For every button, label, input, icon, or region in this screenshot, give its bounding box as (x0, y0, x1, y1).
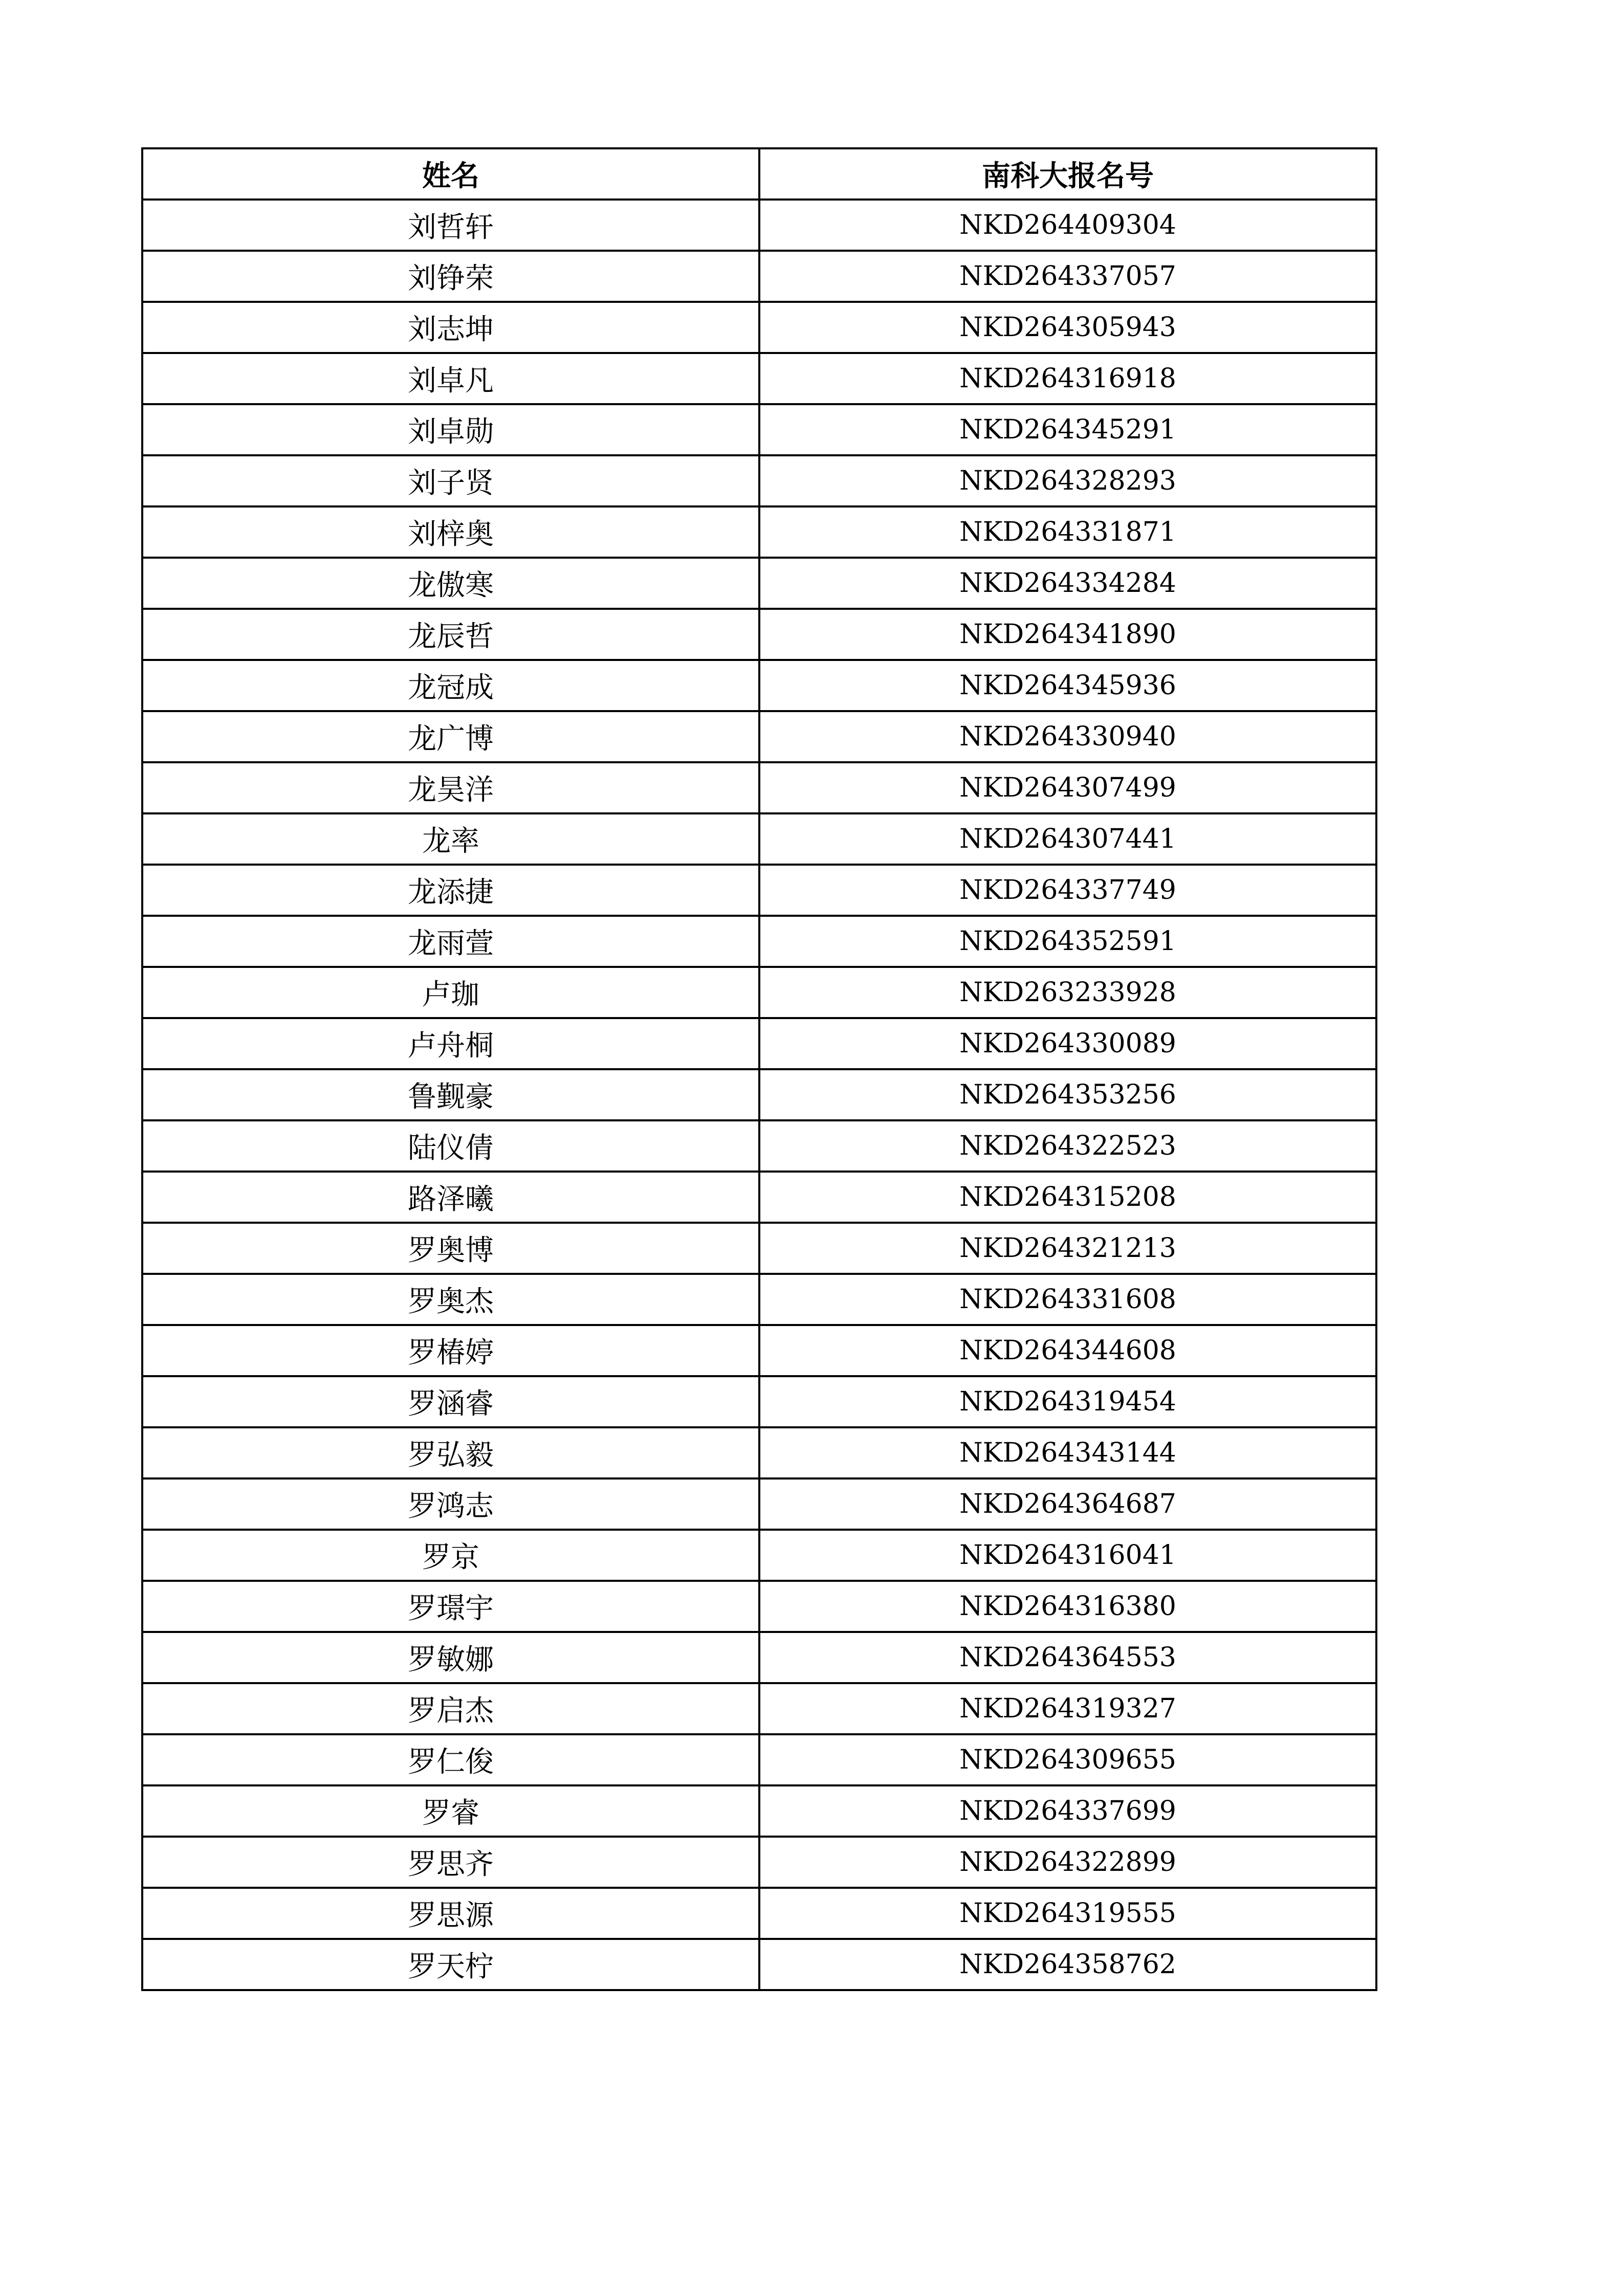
registration-number-cell: NKD264319555 (759, 1888, 1376, 1939)
registration-number-cell: NKD264334284 (759, 558, 1376, 609)
registration-number-cell: NKD264337749 (759, 865, 1376, 916)
table-row (142, 353, 1376, 404)
table-row (142, 1785, 1376, 1837)
registration-number-cell: NKD264316918 (759, 353, 1376, 404)
table-row (142, 609, 1376, 660)
registration-number-cell: NKD264321213 (759, 1223, 1376, 1274)
table-row (142, 1888, 1376, 1939)
registration-number-cell: NKD264328293 (759, 455, 1376, 506)
registration-number-cell: NKD264315208 (759, 1172, 1376, 1223)
table-row (142, 1478, 1376, 1530)
registration-number-cell: NKD264358762 (759, 1939, 1376, 1990)
table-body (142, 200, 1376, 1990)
table-row (142, 1223, 1376, 1274)
registration-number-cell: NKD264316041 (759, 1530, 1376, 1581)
table-row (142, 1530, 1376, 1581)
student-name-cell: 刘哲轩 (142, 200, 759, 251)
table-row (142, 1376, 1376, 1427)
table-row (142, 251, 1376, 302)
registration-number-cell: NKD264309655 (759, 1734, 1376, 1785)
table-row (142, 813, 1376, 865)
student-name-cell: 罗思齐 (142, 1837, 759, 1888)
student-name-cell: 龙广博 (142, 711, 759, 762)
table-row (142, 506, 1376, 558)
table-row (142, 1325, 1376, 1376)
student-name-cell: 龙添捷 (142, 865, 759, 916)
registration-number-cell: NKD264345291 (759, 404, 1376, 455)
registration-number-cell: NKD264341890 (759, 609, 1376, 660)
student-name-cell: 卢珈 (142, 967, 759, 1018)
table-row (142, 1683, 1376, 1734)
table-row (142, 711, 1376, 762)
student-name-cell: 刘铮荣 (142, 251, 759, 302)
registration-number-cell: NKD264364687 (759, 1478, 1376, 1530)
registration-number-cell: NKD264345936 (759, 660, 1376, 711)
registration-number-cell: NKD264319454 (759, 1376, 1376, 1427)
table-row (142, 865, 1376, 916)
registration-number-cell: NKD264307499 (759, 762, 1376, 813)
student-name-cell: 龙冠成 (142, 660, 759, 711)
student-name-cell: 罗仁俊 (142, 1734, 759, 1785)
registration-number-cell: NKD264330940 (759, 711, 1376, 762)
table-row (142, 967, 1376, 1018)
student-name-cell: 卢舟桐 (142, 1018, 759, 1069)
registration-number-cell: NKD264409304 (759, 200, 1376, 251)
table-row (142, 1632, 1376, 1683)
student-name-cell: 罗璟宇 (142, 1581, 759, 1632)
column-header-registration-number: 南科大报名号 (759, 148, 1376, 200)
table-row (142, 404, 1376, 455)
registration-number-cell: NKD264322899 (759, 1837, 1376, 1888)
student-name-cell: 刘志坤 (142, 302, 759, 353)
table-row (142, 302, 1376, 353)
table-row (142, 1734, 1376, 1785)
student-name-cell: 鲁觐豪 (142, 1069, 759, 1120)
table-row (142, 916, 1376, 967)
registration-number-cell: NKD264316380 (759, 1581, 1376, 1632)
student-name-cell: 龙辰哲 (142, 609, 759, 660)
student-name-cell: 罗睿 (142, 1785, 759, 1837)
student-name-cell: 罗天柠 (142, 1939, 759, 1990)
registration-table (141, 147, 1377, 1991)
student-name-cell: 罗弘毅 (142, 1427, 759, 1478)
table-row (142, 762, 1376, 813)
registration-number-cell: NKD264305943 (759, 302, 1376, 353)
table-row (142, 558, 1376, 609)
student-name-cell: 罗敏娜 (142, 1632, 759, 1683)
registration-number-cell: NKD264331871 (759, 506, 1376, 558)
student-name-cell: 罗京 (142, 1530, 759, 1581)
registration-number-cell: NKD264364553 (759, 1632, 1376, 1683)
table-row (142, 1120, 1376, 1172)
student-name-cell: 刘卓凡 (142, 353, 759, 404)
table-row (142, 1069, 1376, 1120)
student-name-cell: 陆仪倩 (142, 1120, 759, 1172)
registration-number-cell: NKD263233928 (759, 967, 1376, 1018)
table-row (142, 1274, 1376, 1325)
table-row (142, 1427, 1376, 1478)
registration-number-cell: NKD264353256 (759, 1069, 1376, 1120)
registration-number-cell: NKD264331608 (759, 1274, 1376, 1325)
student-name-cell: 罗启杰 (142, 1683, 759, 1734)
student-name-cell: 龙率 (142, 813, 759, 865)
student-name-cell: 刘梓奥 (142, 506, 759, 558)
registration-number-cell: NKD264330089 (759, 1018, 1376, 1069)
registration-number-cell: NKD264343144 (759, 1427, 1376, 1478)
student-name-cell: 龙昊洋 (142, 762, 759, 813)
student-name-cell: 刘卓勋 (142, 404, 759, 455)
registration-number-cell: NKD264319327 (759, 1683, 1376, 1734)
table-row (142, 1939, 1376, 1990)
registration-number-cell: NKD264337699 (759, 1785, 1376, 1837)
student-name-cell: 龙傲寒 (142, 558, 759, 609)
student-name-cell: 罗思源 (142, 1888, 759, 1939)
student-name-cell: 罗涵睿 (142, 1376, 759, 1427)
student-name-cell: 路泽曦 (142, 1172, 759, 1223)
table-row (142, 1837, 1376, 1888)
student-name-cell: 龙雨萱 (142, 916, 759, 967)
student-name-cell: 罗鸿志 (142, 1478, 759, 1530)
registration-number-cell: NKD264307441 (759, 813, 1376, 865)
registration-number-cell: NKD264322523 (759, 1120, 1376, 1172)
table-row (142, 1018, 1376, 1069)
table-row (142, 1581, 1376, 1632)
table-row (142, 1172, 1376, 1223)
registration-number-cell: NKD264344608 (759, 1325, 1376, 1376)
student-name-cell: 罗奥博 (142, 1223, 759, 1274)
table-row (142, 200, 1376, 251)
table-row (142, 455, 1376, 506)
student-name-cell: 罗奥杰 (142, 1274, 759, 1325)
table-header-row (142, 148, 1376, 200)
registration-number-cell: NKD264337057 (759, 251, 1376, 302)
student-name-cell: 刘子贤 (142, 455, 759, 506)
registration-number-cell: NKD264352591 (759, 916, 1376, 967)
column-header-name: 姓名 (142, 148, 759, 200)
student-name-cell: 罗椿婷 (142, 1325, 759, 1376)
table-row (142, 660, 1376, 711)
